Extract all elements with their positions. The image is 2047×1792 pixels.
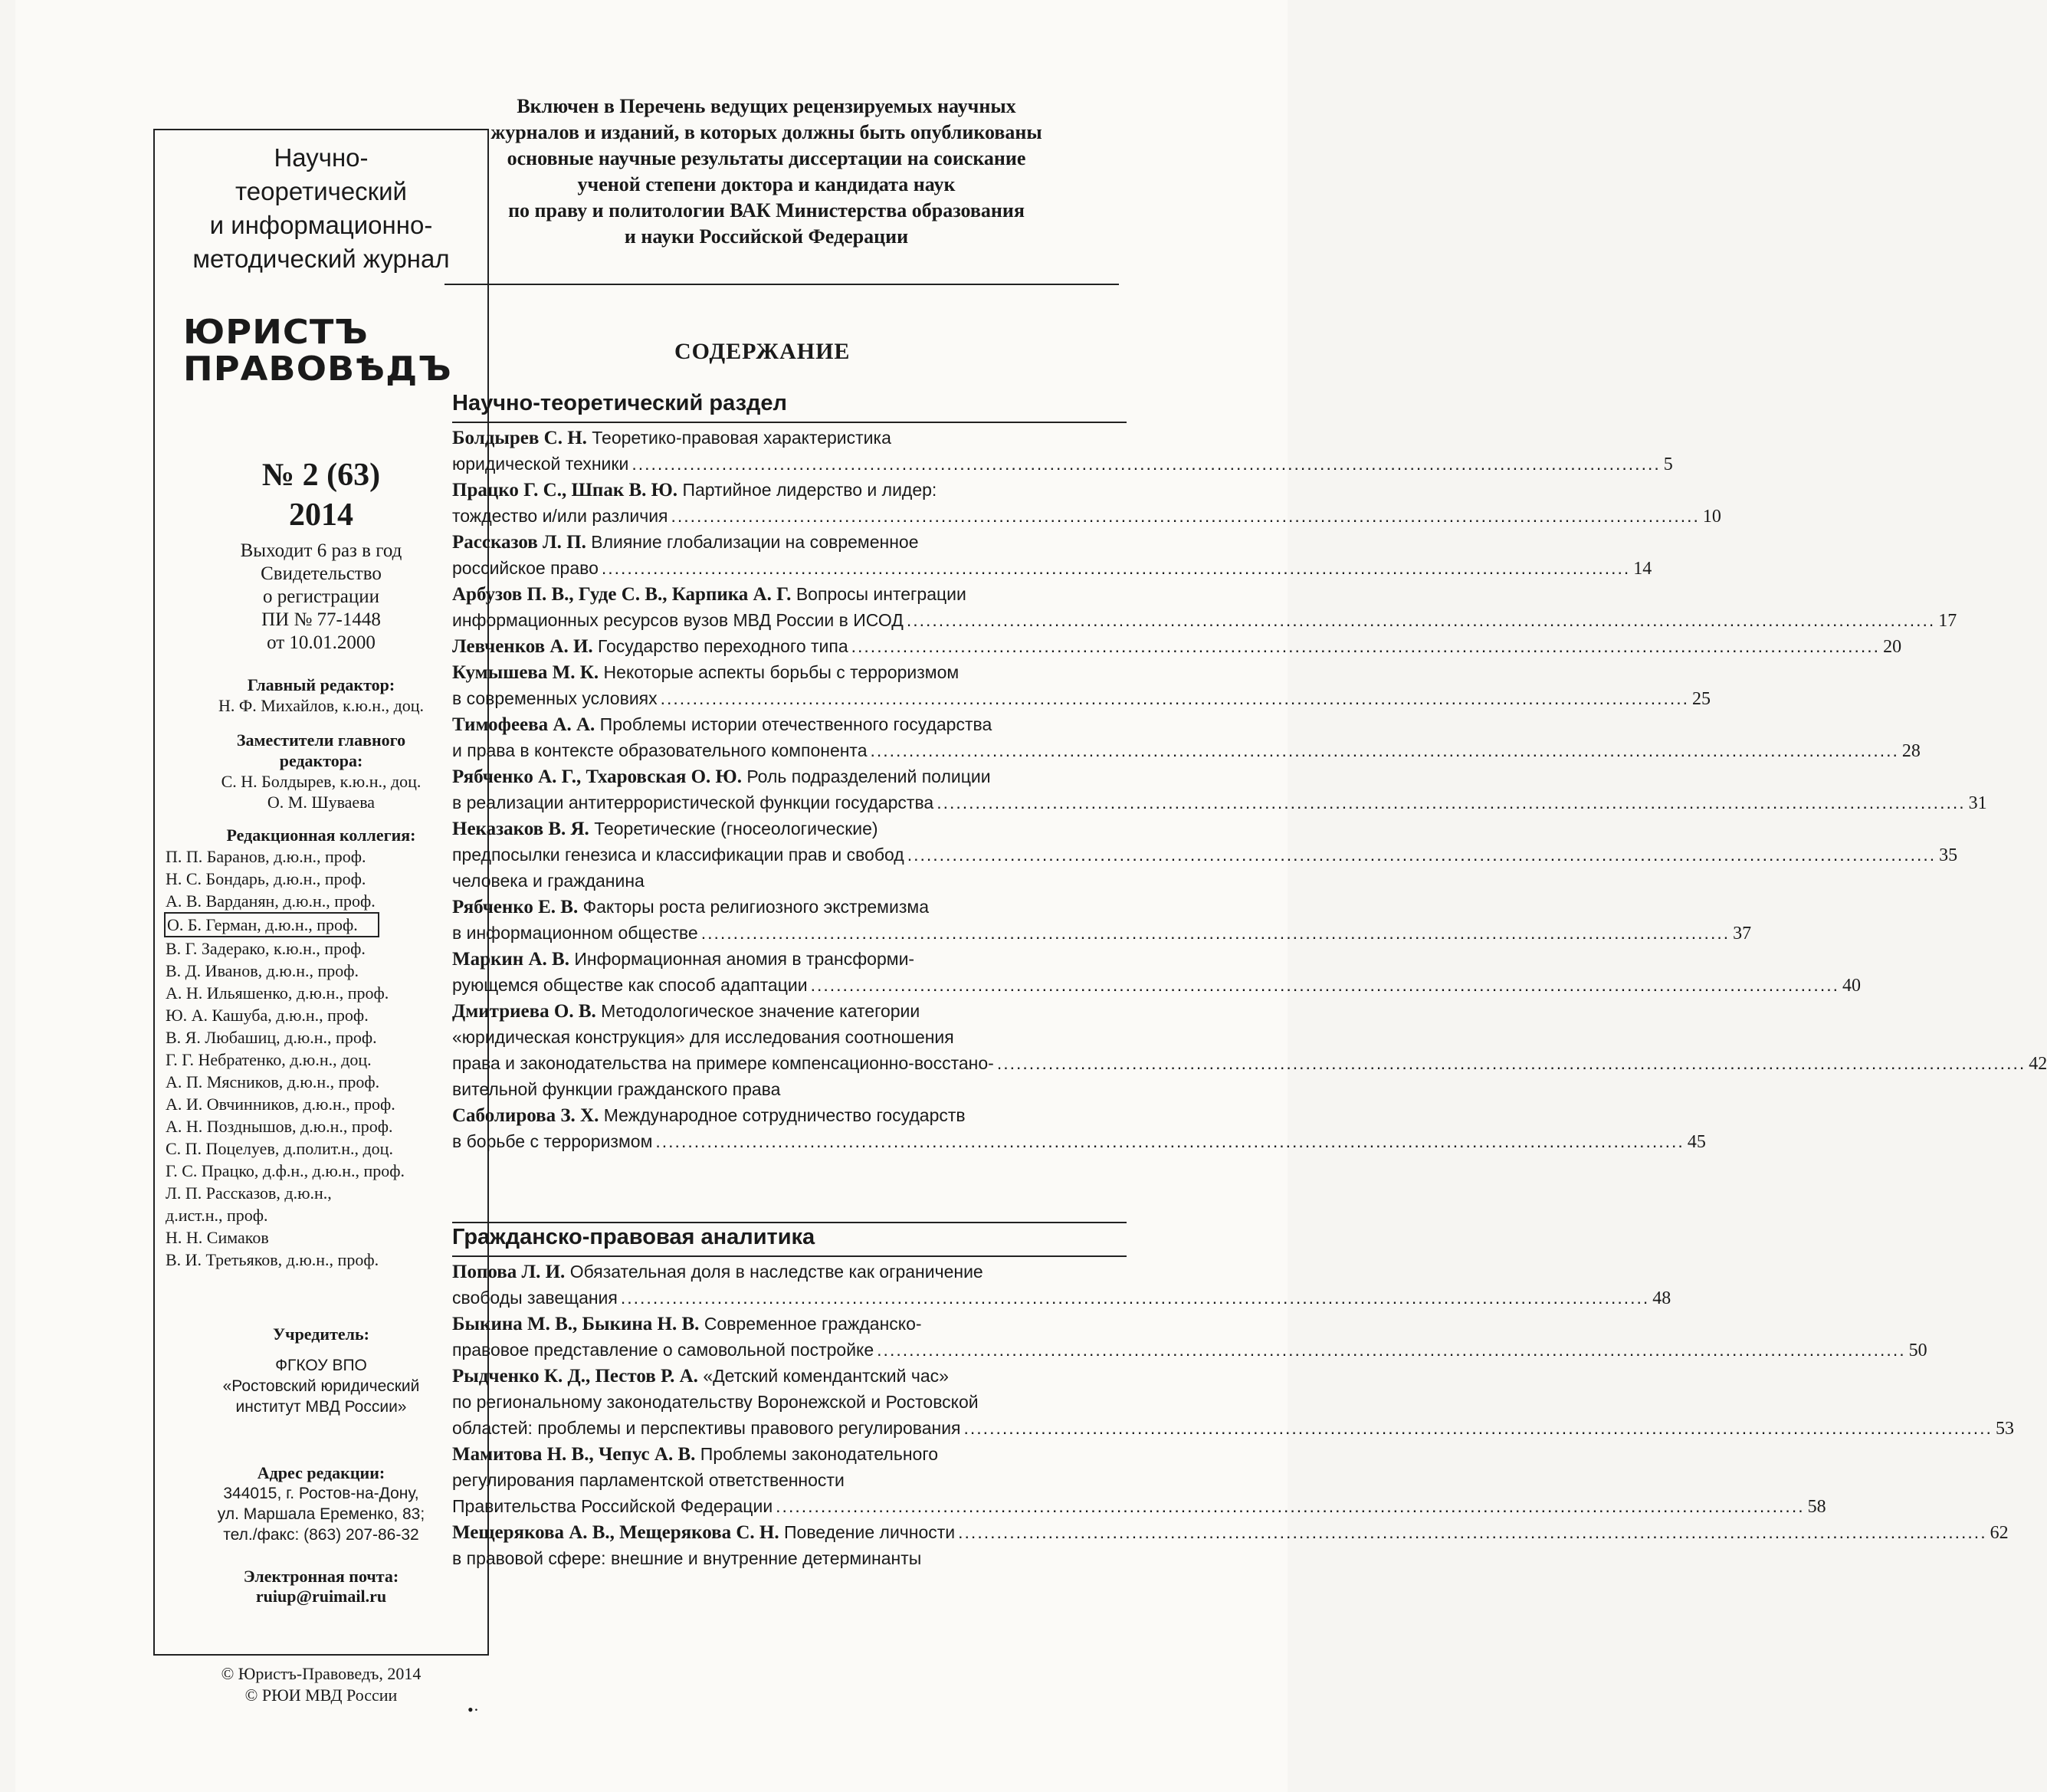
toc-leader-dots: ................................................................................................................................................................ — [958, 1522, 1987, 1542]
vak-line: ученой степени доктора и кандидата наук — [577, 173, 956, 195]
toc-dotline — [452, 737, 1921, 764]
toc-leader-dots: ................................................................................................................................................................ — [810, 975, 1839, 995]
toc-text — [452, 1105, 966, 1125]
subtitle-line: теоретический — [235, 177, 407, 205]
board-member: В. Г. Задерако, к.ю.н., проф. — [166, 939, 366, 958]
toc-entry[interactable] — [452, 477, 1721, 529]
journal-subtitle — [166, 141, 477, 276]
toc-title: Информационная аномия в трансформи- — [574, 949, 915, 969]
toc-title: в правовой сфере: внешние и внутренние детерминанты — [452, 1548, 922, 1568]
toc-line — [452, 633, 1902, 659]
toc-entry[interactable] — [452, 894, 1752, 946]
copyright — [166, 1663, 477, 1706]
toc-title: рующемся обществе как способ адаптации — [452, 975, 808, 995]
toc-dotline — [452, 503, 1721, 530]
email-address[interactable]: ruiup@ruimail.ru — [255, 1587, 387, 1606]
logo-line: ПРАВОВѢДЪ — [183, 350, 452, 389]
divider — [445, 284, 1119, 285]
toc-line — [452, 1024, 1127, 1050]
toc-line — [452, 1050, 2047, 1076]
toc-leader-dots: ................................................................................................................................................................ — [620, 1288, 1650, 1308]
toc-entry[interactable] — [452, 659, 1711, 711]
toc-title: по региональному законодательству Воронежской и Ростовской — [452, 1392, 979, 1412]
address-heading: Адрес редакции: — [257, 1463, 385, 1482]
toc-title: Вопросы интеграции — [796, 584, 966, 604]
toc-line — [452, 1493, 1826, 1519]
founder-line: «Ростовский юридический — [222, 1377, 420, 1395]
toc-line — [452, 1441, 1127, 1467]
toc-author: Попова Л. И. — [452, 1262, 566, 1282]
toc-page-number: 17 — [1938, 611, 1957, 631]
toc-text — [452, 1366, 949, 1386]
toc-line — [452, 685, 1711, 711]
chief-editor: Н. Ф. Михайлов, к.ю.н., доц. — [218, 696, 425, 715]
toc-text — [452, 897, 929, 917]
toc-title: Международное сотрудничество государств — [603, 1105, 966, 1125]
toc-text — [452, 789, 933, 816]
toc-title: тождество и/или различия — [452, 506, 668, 526]
toc-author: Тимофеева А. А. — [452, 714, 595, 735]
toc-line — [452, 972, 1861, 998]
toc-author: Рябченко А. Г., Тхаровская О. Ю. — [452, 766, 742, 787]
email-heading: Электронная почта: — [243, 1567, 399, 1586]
toc-line — [452, 529, 1127, 555]
toc-title: Факторы роста религиозного экстремизма — [582, 897, 929, 917]
board-member: А. И. Овчинников, д.ю.н., проф. — [166, 1095, 395, 1114]
toc-line — [452, 737, 1921, 763]
toc-text — [452, 1128, 652, 1154]
toc-text — [452, 1285, 618, 1311]
toc-line — [452, 451, 1673, 477]
address-line: 344015, г. Ростов-на-Дону, — [223, 1485, 419, 1502]
deputies-heading — [166, 730, 477, 771]
copyright-line: © РЮИ МВД России — [244, 1685, 398, 1705]
toc-title: регулирования парламентской ответственности — [452, 1470, 845, 1490]
toc-text — [452, 1519, 955, 1546]
toc-text — [452, 532, 919, 552]
toc-title: Влияние глобализации на современное — [591, 532, 919, 552]
toc-leader-dots: ................................................................................................................................................................ — [601, 558, 1631, 578]
toc-leader-dots: ................................................................................................................................................................ — [907, 845, 1937, 865]
toc-line — [452, 1337, 1927, 1363]
section-divider — [452, 422, 1127, 423]
toc-text — [452, 819, 878, 839]
vak-notice — [445, 94, 1088, 250]
toc-text — [452, 1470, 845, 1490]
toc-dotline — [452, 555, 1652, 582]
toc-entry[interactable] — [452, 1311, 1927, 1363]
toc-author: Кумышева М. К. — [452, 662, 599, 683]
board-member: Г. С. Працко, д.ф.н., д.ю.н., проф. — [166, 1161, 405, 1180]
toc-page-number: 42 — [2029, 1054, 2047, 1074]
toc-author: Рыдченко К. Д., Пестов Р. А. — [452, 1366, 698, 1387]
address-line: тел./факс: (863) 207-86-32 — [223, 1526, 419, 1544]
toc-line — [452, 1285, 1671, 1311]
deputies-list — [166, 771, 477, 812]
toc-page-number: 62 — [1990, 1523, 2009, 1543]
toc-text — [452, 633, 848, 660]
toc-line — [452, 789, 1987, 816]
address-info — [166, 1483, 477, 1545]
board-member: Г. Г. Небратенко, д.ю.н., доц. — [166, 1050, 372, 1069]
toc-line — [452, 1545, 1127, 1571]
toc-leader-dots: ................................................................................................................................................................ — [655, 1131, 1685, 1151]
toc-text — [452, 1027, 954, 1047]
toc-leader-dots: ................................................................................................................................................................ — [851, 636, 1881, 656]
toc-title: Методологическое значение категории — [601, 1001, 920, 1021]
toc-text — [452, 1314, 922, 1334]
founder-info — [166, 1355, 477, 1417]
toc-dotline — [452, 1519, 2009, 1546]
toc-author: Левченков А. И. — [452, 636, 593, 657]
toc-line — [452, 477, 1127, 503]
toc-author: Мамитова Н. В., Чепус А. В. — [452, 1444, 696, 1465]
journal-logo — [183, 313, 452, 389]
toc-entry[interactable] — [452, 946, 1861, 998]
toc-entry[interactable] — [452, 711, 1921, 763]
subtitle-line: и информационно- — [209, 211, 433, 239]
toc-text — [452, 1548, 921, 1568]
toc-author: Дмитриева О. В. — [452, 1001, 596, 1022]
board-member: А. П. Мясников, д.ю.н., проф. — [166, 1072, 380, 1091]
section-heading-civil: Гражданско-правовая аналитика — [452, 1225, 815, 1249]
toc-line — [452, 842, 1958, 868]
toc-line — [452, 1128, 1706, 1154]
toc-section-civil — [452, 1259, 2014, 1571]
toc-author: Быкина М. В., Быкина Н. В. — [452, 1314, 700, 1334]
toc-dotline — [452, 1337, 1927, 1364]
toc-leader-dots: ................................................................................................................................................................ — [671, 506, 1700, 526]
toc-entry[interactable] — [452, 425, 1673, 477]
toc-title: Современное гражданско- — [704, 1314, 922, 1334]
frequency: Выходит 6 раз в год — [240, 540, 402, 561]
toc-title: в современных условиях — [452, 688, 658, 708]
toc-title: российское право — [452, 558, 599, 578]
toc-author: Працко Г. С., Шпак В. Ю. — [452, 480, 678, 501]
founder-line: институт МВД России» — [235, 1398, 407, 1416]
subtitle-line: методический журнал — [192, 245, 450, 273]
toc-dotline — [452, 842, 1958, 868]
toc-line — [452, 711, 1127, 737]
board-member-highlighted: О. Б. Герман, д.ю.н., проф. — [164, 912, 379, 937]
toc-entry[interactable] — [452, 1441, 1826, 1519]
toc-leader-dots: ................................................................................................................................................................ — [870, 740, 1899, 760]
toc-author: Маркин А. В. — [452, 949, 569, 970]
toc-dotline — [452, 1493, 1826, 1520]
toc-line — [452, 503, 1721, 529]
board-member: В. И. Третьяков, д.ю.н., проф. — [166, 1250, 379, 1269]
toc-line — [452, 659, 1127, 685]
journal-page — [15, 0, 2047, 1792]
toc-leader-dots: ................................................................................................................................................................ — [906, 610, 1936, 630]
toc-title: Обязательная доля в наследстве как ограничение — [569, 1262, 983, 1282]
toc-author: Саболирова З. Х. — [452, 1105, 599, 1126]
toc-leader-dots: ................................................................................................................................................................ — [776, 1496, 1805, 1516]
toc-text — [452, 737, 868, 763]
toc-dotline — [452, 1128, 1706, 1155]
toc-title: Некоторые аспекты борьбы с терроризмом — [603, 662, 960, 682]
board-member: П. П. Баранов, д.ю.н., проф. — [166, 847, 366, 866]
toc-line — [452, 946, 1127, 972]
toc-line — [452, 1076, 1127, 1102]
copyright-line: © Юристъ-Правоведъ, 2014 — [221, 1664, 422, 1683]
toc-line — [452, 1467, 1127, 1493]
board-member: А. Н. Ильяшенко, д.ю.н., проф. — [166, 983, 389, 1003]
toc-title: и права в контексте образовательного компонента — [452, 740, 868, 760]
toc-text — [452, 428, 891, 448]
toc-entry[interactable] — [452, 529, 1652, 581]
toc-line — [452, 998, 1127, 1024]
toc-entry[interactable] — [452, 816, 1958, 894]
vak-line: журналов и изданий, в которых должны быть опубликованы — [490, 121, 1042, 143]
toc-page-number: 20 — [1883, 637, 1902, 657]
toc-title: юридической техники — [452, 454, 629, 474]
toc-text — [452, 584, 966, 604]
toc-title: Теоретические (гносеологические) — [594, 819, 878, 839]
toc-author: Неказаков В. Я. — [452, 819, 589, 839]
toc-dotline — [452, 789, 1987, 816]
section-heading-theory: Научно-теоретический раздел — [452, 391, 787, 415]
toc-leader-dots: ................................................................................................................................................................ — [631, 454, 1661, 474]
section-divider — [452, 1222, 1127, 1223]
registration-line: Свидетельство — [261, 563, 382, 584]
toc-entry[interactable] — [452, 998, 2047, 1102]
toc-author: Арбузов П. В., Гуде С. В., Карпика А. Г. — [452, 584, 792, 605]
toc-line — [452, 816, 1127, 842]
toc-title: Роль подразделений полиции — [746, 766, 991, 786]
toc-title: в реализации антитеррористической функции государства — [452, 793, 934, 812]
board-member: д.ист.н., проф. — [166, 1206, 268, 1225]
toc-title: информационных ресурсов вузов МВД России в ИСОД — [452, 610, 904, 630]
toc-text — [452, 480, 937, 500]
toc-title: Проблемы истории отечественного государства — [599, 714, 992, 734]
toc-line — [452, 425, 1127, 451]
toc-text — [452, 766, 991, 786]
section-divider — [452, 1255, 1127, 1257]
board-member: Н. Н. Симаков — [166, 1228, 269, 1247]
toc-text — [452, 871, 645, 891]
toc-text — [452, 1415, 961, 1441]
toc-line — [452, 1389, 1127, 1415]
toc-title: Теоретико-правовая характеристика — [592, 428, 891, 448]
toc-dotline — [452, 1285, 1671, 1311]
issue-year: 2014 — [289, 497, 353, 533]
toc-section-theory — [452, 425, 2047, 1154]
toc-text — [452, 1444, 938, 1464]
registration-line: ПИ № 77-1448 — [261, 609, 381, 630]
registration-line: от 10.01.2000 — [267, 632, 376, 653]
toc-line — [452, 868, 1127, 894]
board-member: В. Я. Любашиц, д.ю.н., проф. — [166, 1028, 377, 1047]
toc-page-number: 37 — [1733, 924, 1752, 944]
toc-line — [452, 1259, 1127, 1285]
toc-title: Партийное лидерство и лидер: — [682, 480, 937, 500]
toc-entry[interactable] — [452, 763, 1987, 816]
toc-line — [452, 920, 1752, 946]
toc-page-number: 35 — [1939, 845, 1958, 865]
toc-title: «юридическая конструкция» для исследования соотношения — [452, 1027, 954, 1047]
toc-leader-dots: ................................................................................................................................................................ — [937, 793, 1966, 812]
toc-page-number: 28 — [1901, 741, 1921, 761]
toc-page-number: 5 — [1663, 455, 1673, 474]
toc-dotline — [452, 685, 1711, 712]
masthead-box — [153, 129, 489, 1705]
toc-text — [452, 503, 668, 529]
toc-text — [452, 1001, 920, 1021]
toc-title: права и законодательства на примере компенсационно-восстано- — [452, 1053, 994, 1073]
toc-page-number: 10 — [1702, 507, 1721, 527]
toc-page-number: 40 — [1842, 976, 1861, 996]
heading-line: редактора: — [279, 751, 363, 770]
toc-author: Мещерякова А. В., Мещерякова С. Н. — [452, 1522, 779, 1543]
toc-leader-dots: ................................................................................................................................................................ — [660, 688, 1690, 708]
toc-text — [452, 949, 914, 969]
board-member: Н. С. Бондарь, д.ю.н., проф. — [166, 869, 366, 888]
toc-page-number: 31 — [1968, 793, 1987, 813]
toc-entry[interactable] — [452, 1259, 1671, 1311]
toc-title: правовое представление о самовольной постройке — [452, 1340, 874, 1360]
registration-line: о регистрации — [262, 586, 380, 607]
vak-line: и науки Российской Федерации — [624, 225, 909, 248]
toc-text — [452, 1392, 979, 1412]
toc-dotline — [452, 1415, 2014, 1442]
toc-entry[interactable] — [452, 1363, 2014, 1441]
toc-leader-dots: ................................................................................................................................................................ — [700, 923, 1730, 943]
toc-line — [452, 1102, 1127, 1128]
toc-line — [452, 894, 1127, 920]
toc-text — [452, 920, 698, 946]
logo-line: ЮРИСТЪ — [183, 313, 369, 352]
toc-text — [452, 555, 599, 581]
heading-line: Заместители главного — [236, 730, 406, 750]
board-member: Ю. А. Кашуба, д.ю.н., проф. — [166, 1006, 369, 1025]
toc-line — [452, 1519, 2009, 1545]
toc-line — [452, 555, 1652, 581]
toc-text — [452, 714, 992, 734]
toc-line — [452, 763, 1127, 789]
toc-text — [452, 662, 959, 682]
toc-text — [452, 1493, 773, 1519]
ink-speck: •· — [467, 1700, 480, 1719]
toc-leader-dots: ................................................................................................................................................................ — [996, 1053, 2026, 1073]
toc-title: предпосылки генезиса и классификации прав и свобод — [452, 845, 904, 865]
deputy: С. Н. Болдырев, к.ю.н., доц. — [221, 772, 422, 791]
toc-text — [452, 451, 628, 477]
board-member: А. Н. Позднышов, д.ю.н., проф. — [166, 1117, 393, 1136]
toc-leader-dots: ................................................................................................................................................................ — [877, 1340, 1906, 1360]
toc-page-number: 50 — [1908, 1341, 1927, 1360]
publication-info — [166, 540, 477, 655]
toc-dotline — [452, 1050, 2047, 1077]
toc-dotline — [452, 607, 1957, 634]
chief-editor-heading: Главный редактор: — [247, 675, 395, 694]
toc-title: в информационном обществе — [452, 923, 698, 943]
toc-line — [452, 1363, 1127, 1389]
board-heading: Редакционная коллегия: — [226, 825, 416, 845]
toc-author: Рассказов Л. П. — [452, 532, 586, 553]
toc-dotline — [452, 972, 1861, 999]
toc-text — [452, 972, 808, 998]
board-member: С. П. Поцелуев, д.полит.н., доц. — [166, 1139, 393, 1158]
toc-text — [452, 1079, 780, 1099]
toc-entry[interactable] — [452, 1519, 2009, 1571]
editorial-board-list — [166, 845, 477, 1271]
founder-line: ФГКОУ ВПО — [275, 1357, 367, 1374]
toc-title: свободы завещания — [452, 1288, 618, 1308]
board-member: А. В. Варданян, д.ю.н., проф. — [166, 891, 376, 911]
toc-title: областей: проблемы и перспективы правового регулирования — [452, 1418, 961, 1438]
toc-line — [452, 581, 1127, 607]
founder-heading: Учредитель: — [273, 1324, 369, 1344]
vak-line: по праву и политологии ВАК Министерства образования — [508, 199, 1025, 222]
address-line: ул. Маршала Еременко, 83; — [217, 1505, 425, 1523]
toc-line — [452, 607, 1957, 633]
toc-author: Болдырев С. Н. — [452, 428, 587, 448]
toc-entry[interactable] — [452, 581, 1957, 633]
board-member — [166, 912, 477, 937]
contents-title: СОДЕРЖАНИЕ — [674, 339, 851, 364]
toc-title: Правительства Российской Федерации — [452, 1496, 773, 1516]
vak-line: Включен в Перечень ведущих рецензируемых научных — [517, 95, 1016, 117]
toc-text — [452, 842, 904, 868]
toc-text — [452, 1050, 994, 1076]
toc-leader-dots: ................................................................................................................................................................ — [963, 1418, 1993, 1438]
toc-dotline — [452, 920, 1752, 947]
toc-title: Государство переходного типа — [598, 636, 848, 656]
toc-entry[interactable] — [452, 633, 1902, 659]
toc-page-number: 48 — [1652, 1288, 1671, 1308]
toc-entry[interactable] — [452, 1102, 1706, 1154]
toc-text — [452, 685, 658, 711]
toc-title: вительной функции гражданского права — [452, 1079, 781, 1099]
deputy: О. М. Шуваева — [267, 793, 376, 812]
toc-title: «Детский комендантский час» — [703, 1366, 949, 1386]
toc-title: человека и гражданина — [452, 871, 645, 891]
toc-dotline — [452, 451, 1673, 478]
toc-title: в борьбе с терроризмом — [452, 1131, 653, 1151]
toc-text — [452, 1337, 874, 1363]
board-member: В. Д. Иванов, д.ю.н., проф. — [166, 961, 359, 980]
toc-dotline — [452, 633, 1902, 660]
issue-number: № 2 (63) — [261, 458, 381, 493]
toc-author: Рябченко Е. В. — [452, 897, 579, 917]
subtitle-line: Научно- — [274, 143, 369, 172]
toc-text — [452, 1262, 983, 1282]
toc-title: Проблемы законодательного — [700, 1444, 939, 1464]
toc-page-number: 25 — [1692, 689, 1711, 709]
toc-page-number: 14 — [1633, 559, 1652, 579]
vak-line: основные научные результаты диссертации на соискание — [507, 147, 1026, 169]
toc-page-number: 58 — [1807, 1497, 1826, 1517]
toc-text — [452, 607, 904, 633]
toc-title: Поведение личности — [784, 1522, 956, 1542]
toc-page-number: 53 — [1995, 1419, 2014, 1439]
board-member: Л. П. Рассказов, д.ю.н., — [166, 1183, 332, 1203]
toc-line — [452, 1311, 1127, 1337]
issue-block — [166, 455, 477, 535]
toc-page-number: 45 — [1687, 1132, 1706, 1152]
toc-line — [452, 1415, 2014, 1441]
